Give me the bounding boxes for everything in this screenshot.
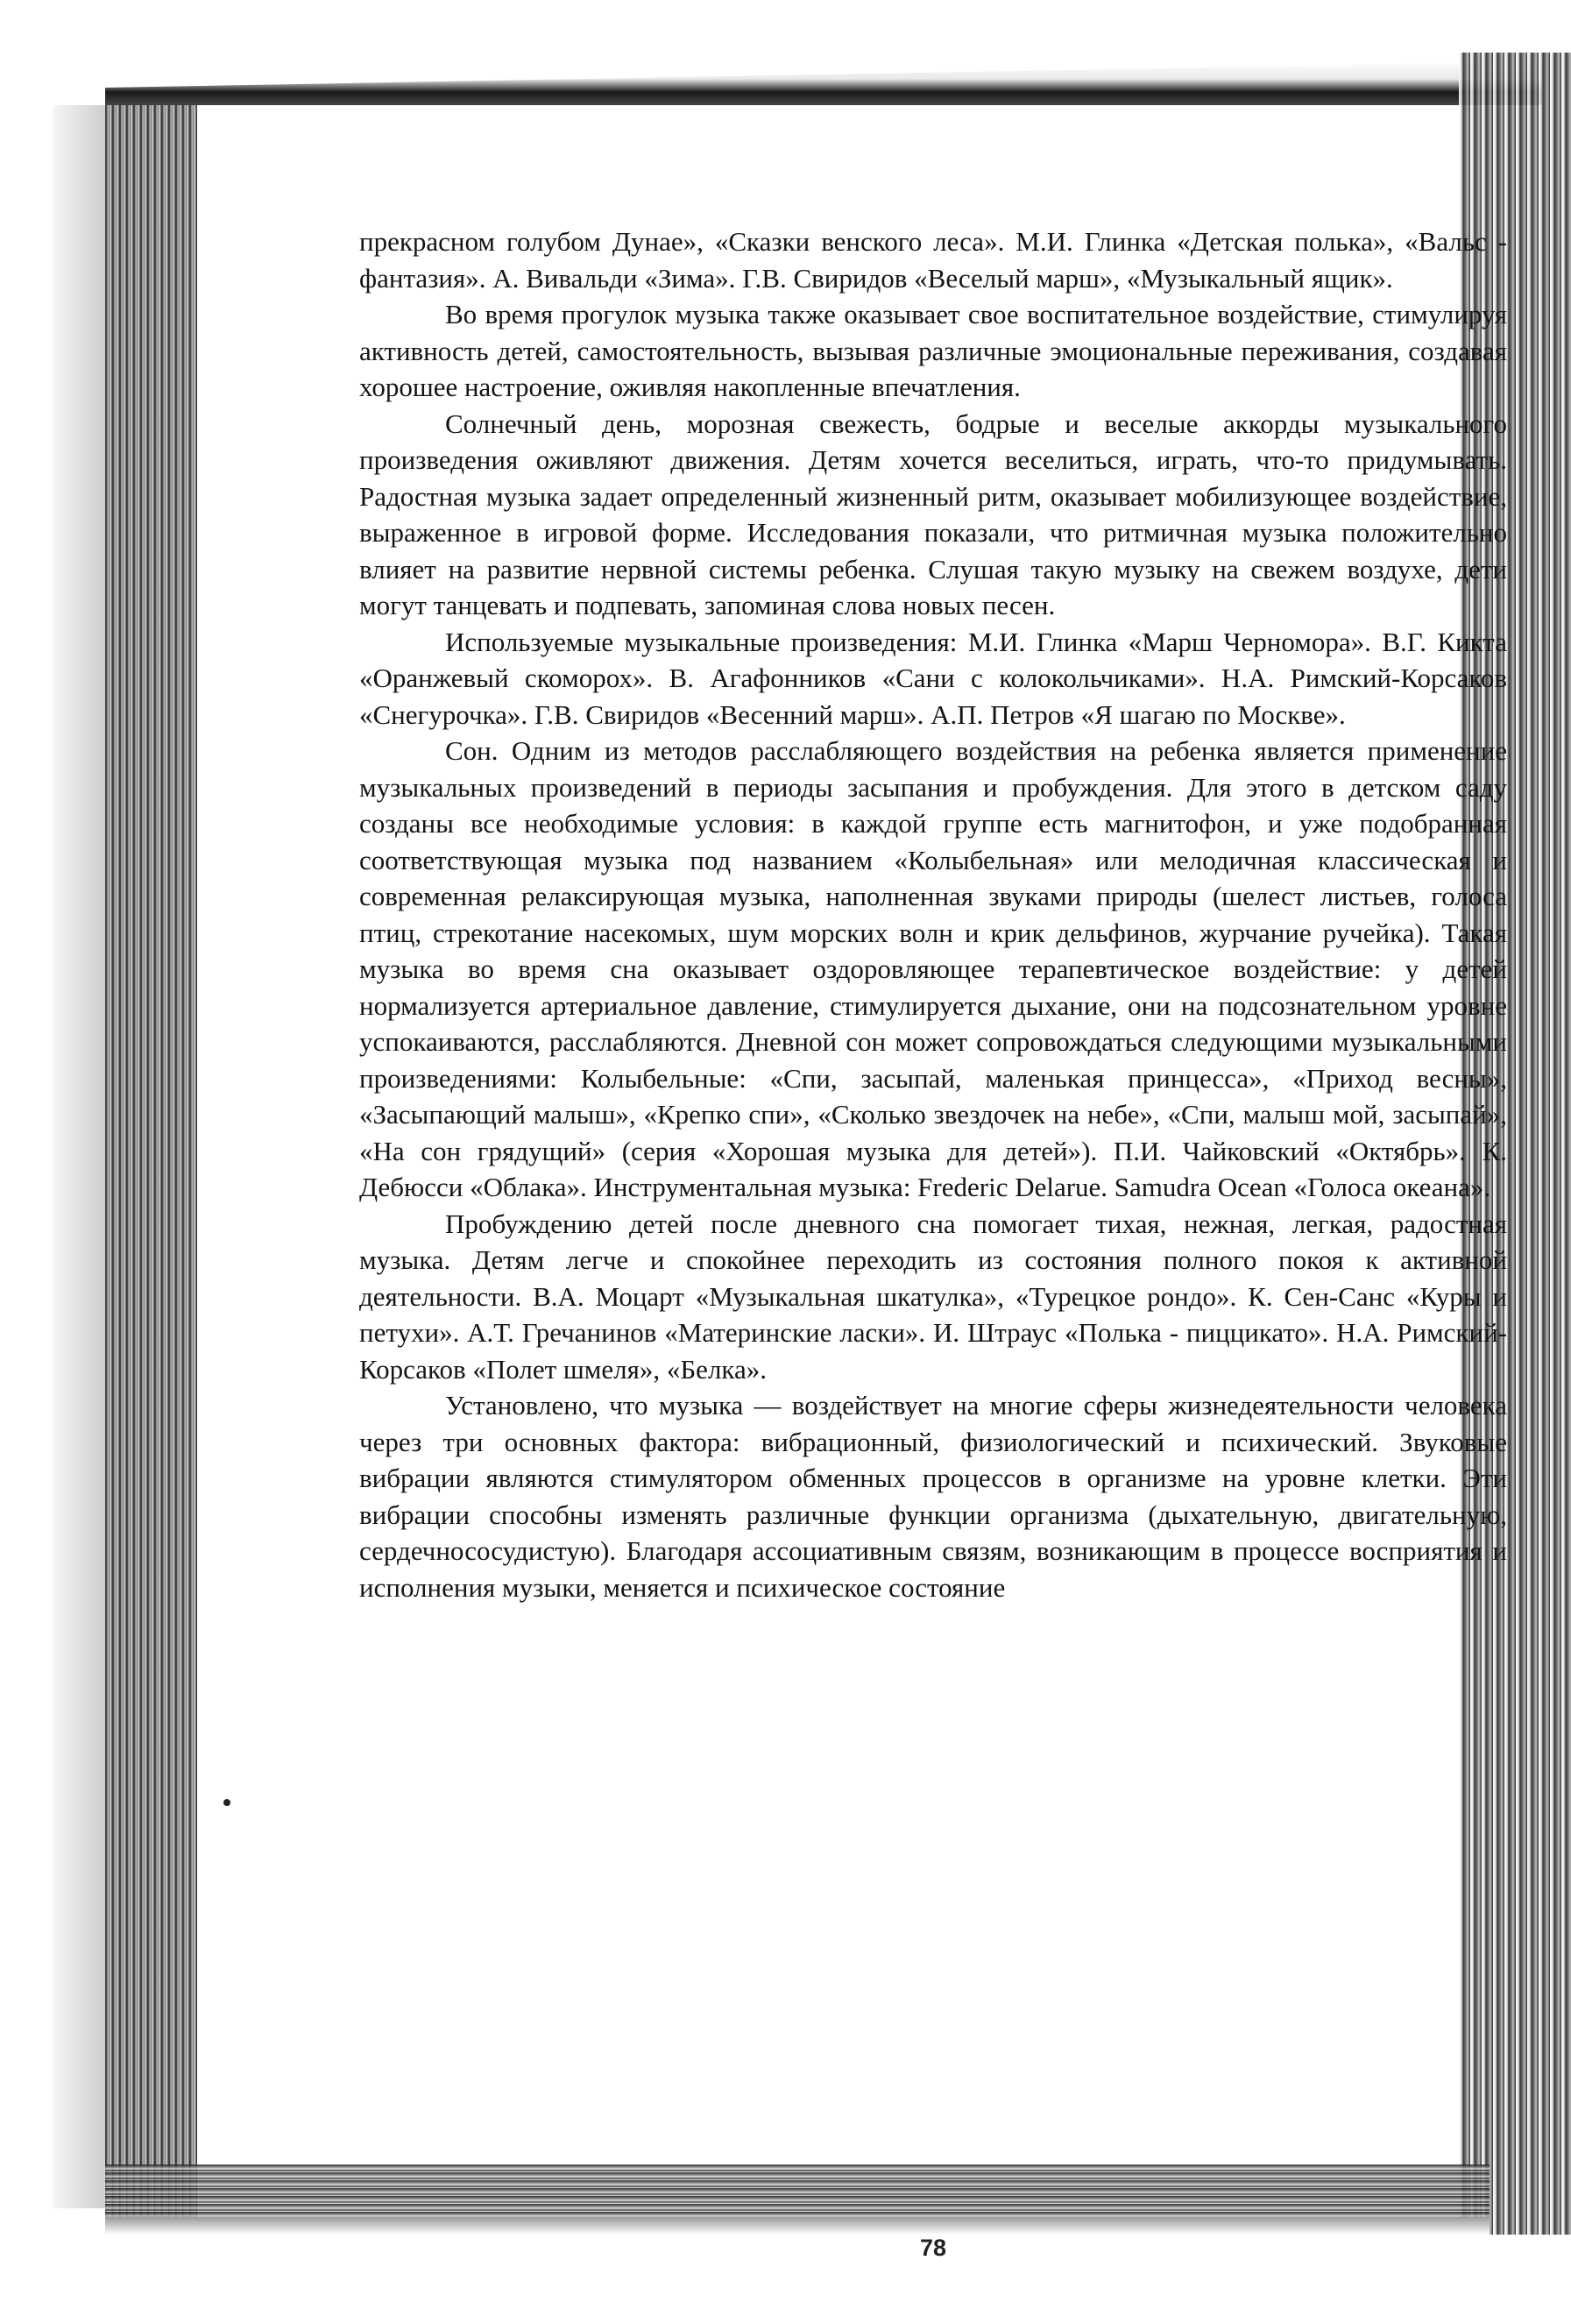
paragraph-5: Сон. Одним из методов расслабляющего воздействия на ребенка является применение музыкальных произведений в периоды засыпания и пробуждения. Для этого в детском саду созданы все необходимые условия: в каждой группе есть магнитофон, и уже подобранная соответствующая музыка под названием «Колыбельная» или мелодичная классическая и современная релаксирующая музыка, наполненная звуками природы (шелест листьев, голоса птиц, стрекотание насекомых, шум морских волн и крик дельфинов, журчание ручейка). Такая музыка во время сна оказывает оздоровляющее терапевтическое воздействие: у детей нормализуется артериальное давление, стимулируется дыхание, они на подсознательном уровне успокаиваются, расслабляются. Дневной сон может сопровождаться следующими музыкальными произведениями: Колыбельные: «Спи, засыпай, маленькая принцесса», «Приход весны», «Засыпающий малыш», «Крепко спи», «Сколько звездочек на небе», «Спи, малыш мой, засыпай», «На сон грядущий» (серия «Хорошая музыка для детей»). П.И. Чайковский «Октябрь». К. Дебюсси «Облака». Инструментальная музыка: Frederic Delarue. Samudra Ocean «Голоса океана». xyxy=(359,735,1507,1202)
paragraph-1: прекрасном голубом Дунае», «Сказки венского леса». М.И. Глинка «Детская полька», «Вальс - фантазия». А. Вивальди «Зима». Г.В. Свиридов «Веселый марш», «Музыкальный ящик». xyxy=(359,226,1507,294)
paragraph-6: Пробуждению детей после дневного сна помогает тихая, нежная, легкая, радостная музыка. Детям легче и спокойнее переходить из состояния полного покоя к активной деятельности. В.А. Моцарт «Музыкальная шкатулка», «Турецкое рондо». К. Сен-Санс «Куры и петухи». А.Т. Гречанинов «Материнские ласки». И. Штраус «Полька - пиццикато». Н.А. Римский-Корсаков «Полет шмеля», «Белка». xyxy=(359,1208,1507,1385)
paragraph-7: Установлено, что музыка — воздействует на многие сферы жизнедеятельности человека через три основных фактора: вибрационный, физиологический и психический. Звуковые вибрации являются стимулятором обменных процессов в организме на уровне клетки. Эти вибрации способны изменять различные функции организма (дыхательную, двигательную, сердечнососудистую). Благодаря ассоциативным связям, возникающим в процессе восприятия и исполнения музыки, меняется и психическое состояние xyxy=(359,1390,1507,1603)
scan-edge-bottom xyxy=(105,2165,1490,2217)
scan-shadow-left xyxy=(53,105,105,2208)
page-body xyxy=(359,223,1507,2261)
paragraph-3: Солнечный день, морозная свежесть, бодрые и веселые аккорды музыкального произведения оживляют движения. Детям хочется веселиться, играть, что-то придумывать. Радостная музыка задает определенный жизненный ритм, оказывает мобилизующее воздействие, выраженное в игровой форме. Исследования показали, что ритмичная музыка положительно влияет на развитие нервной системы ребенка. Слушая такую музыку на свежем воздухе, дети могут танцевать и подпевать, запоминая слова новых песен. xyxy=(359,407,1507,620)
margin-mark xyxy=(223,1799,230,1806)
paragraph-4: Используемые музыкальные произведения: М.И. Глинка «Марш Черномора». В.Г. Кикта «Оранжевый скоморох». В. Агафонников «Сани с колокольчиками». Н.А. Римский-Корсаков «Снегурочка». Г.В. Свиридов «Весенний марш». А.П. Петров «Я шагаю по Москве». xyxy=(359,626,1507,730)
scan-edge-top xyxy=(105,61,1542,105)
scan-edge-left xyxy=(105,88,197,2217)
page-number: 78 xyxy=(919,2235,947,2261)
paragraph-2: Во время прогулок музыка также оказывает свое воспитательное воздействие, стимулируя активность детей, самостоятельность, вызывая различные эмоциональные переживания, создавая хорошее настроение, оживляя накопленные впечатления. xyxy=(359,299,1507,402)
